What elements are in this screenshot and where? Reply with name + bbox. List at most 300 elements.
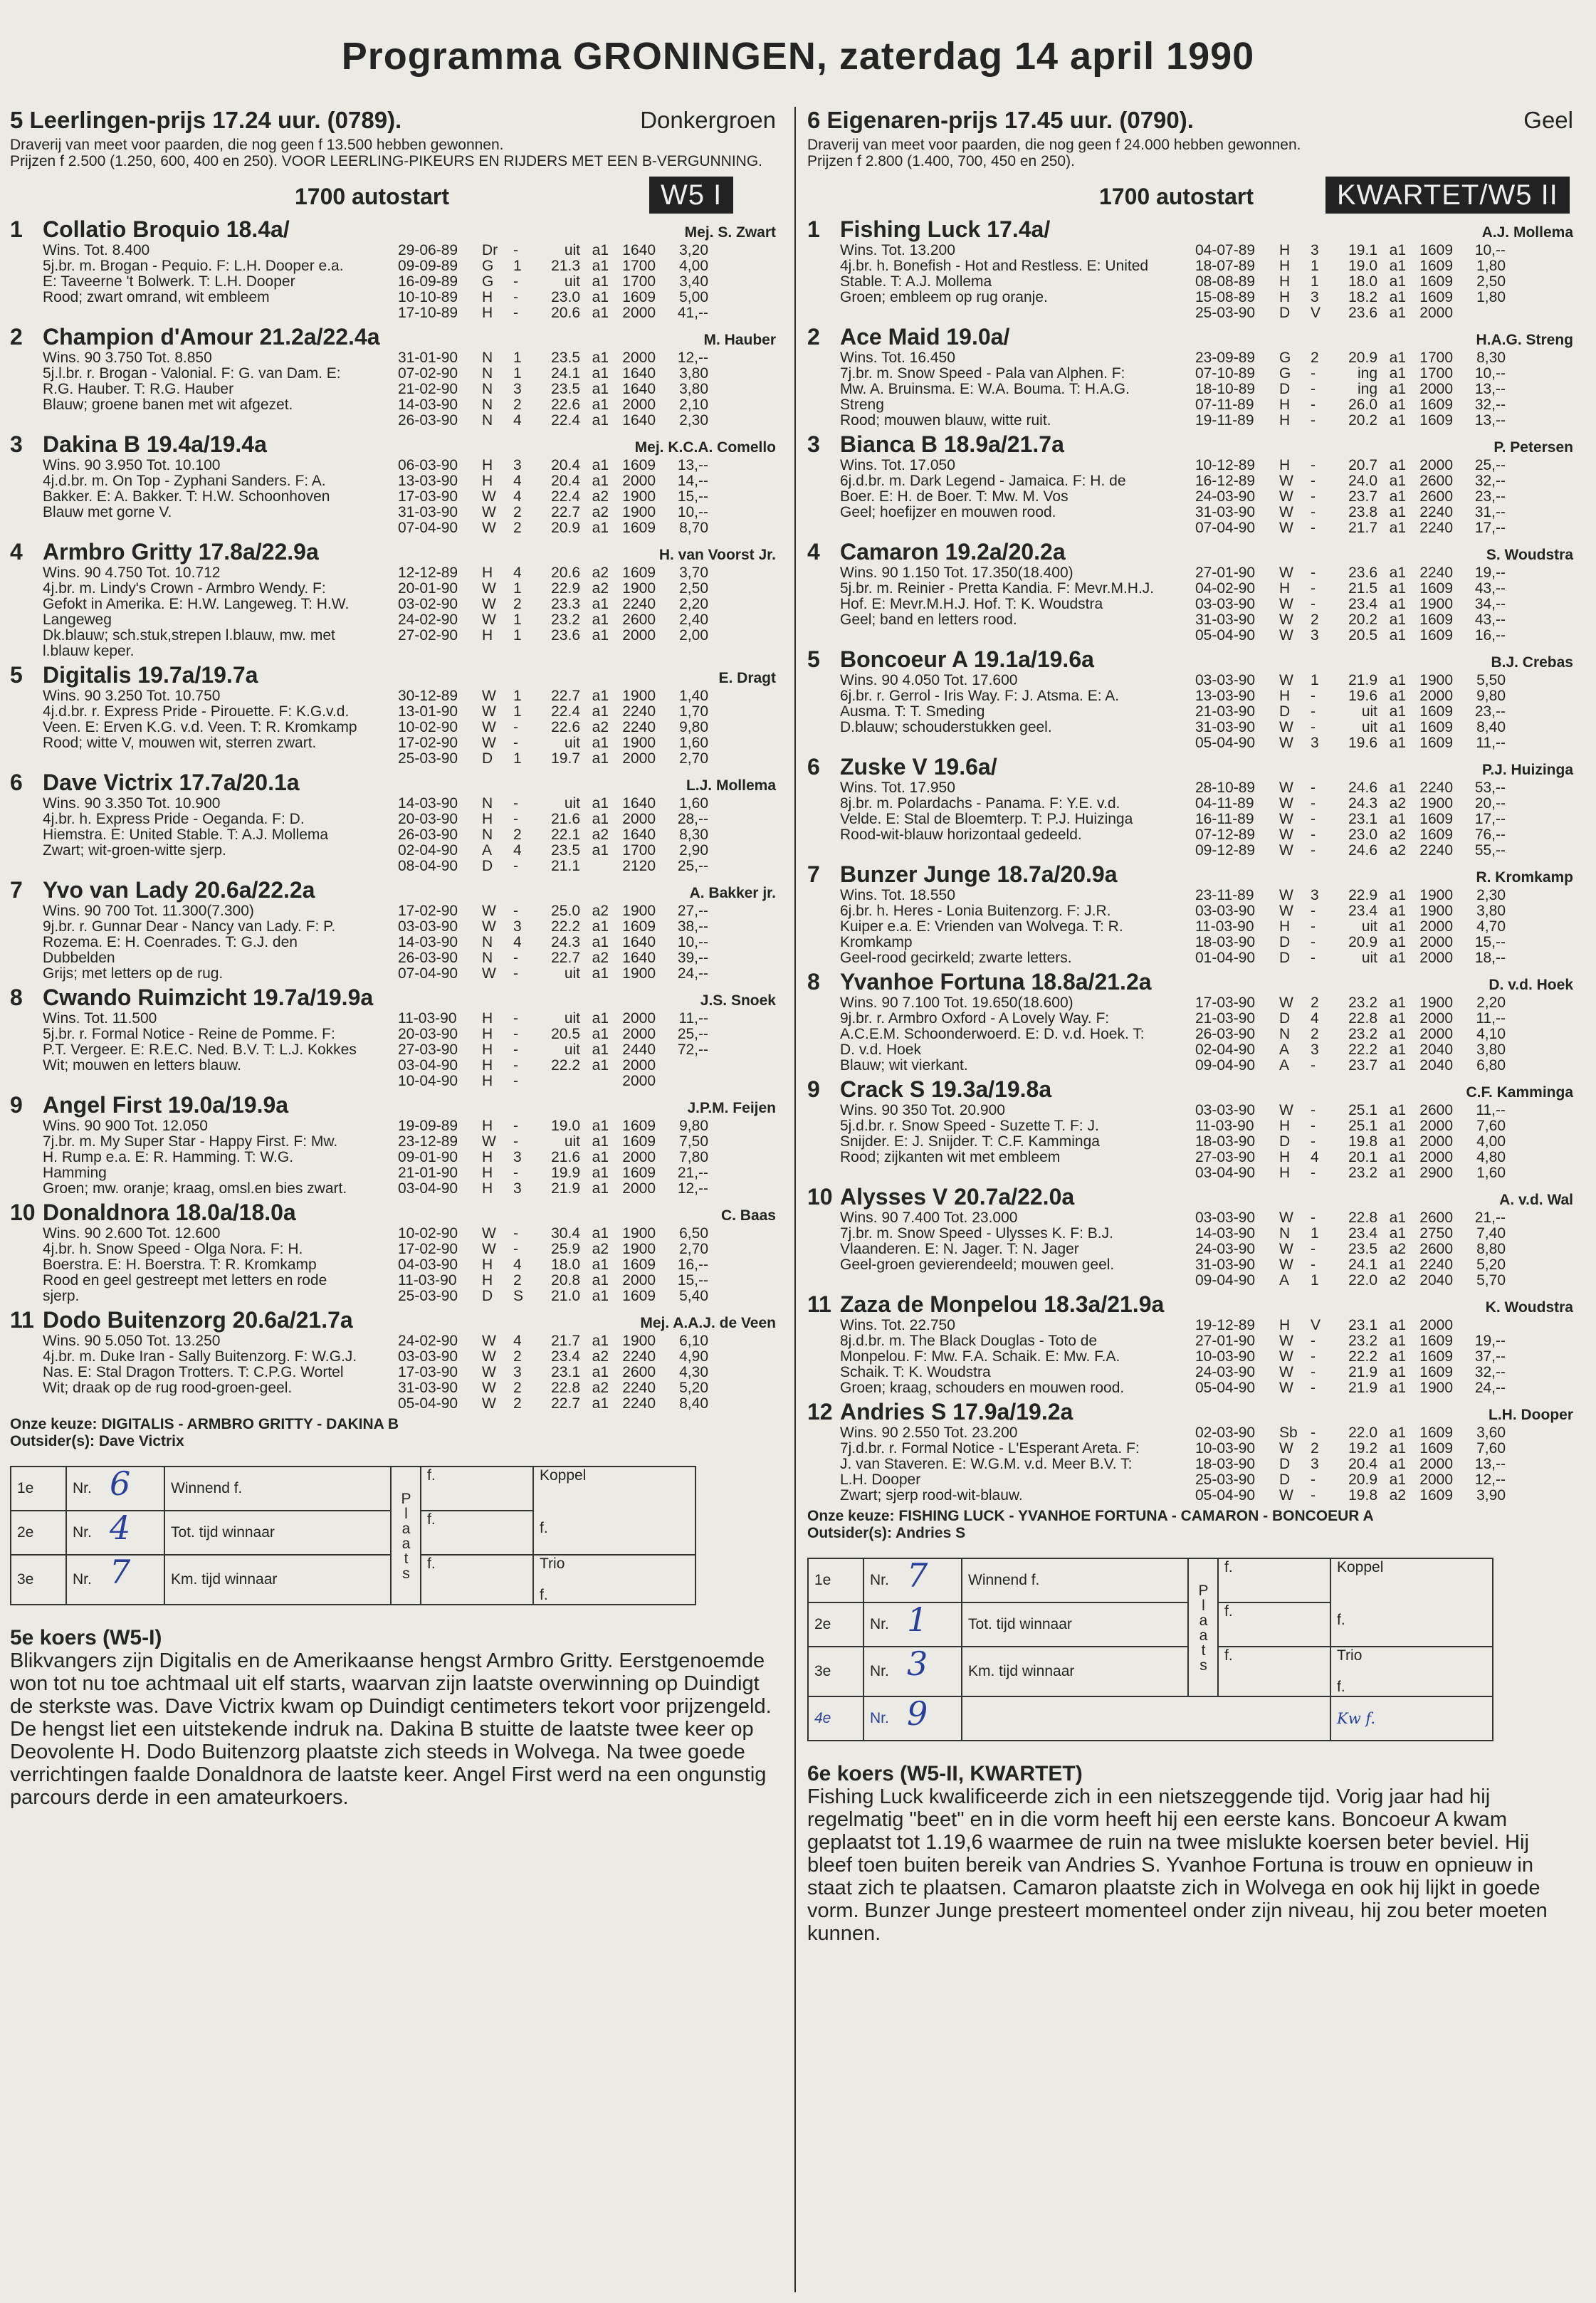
result-cell: 2600 [622, 1364, 656, 1380]
horse-name: Donaldnora 18.0a/18.0a [43, 1200, 296, 1225]
result-cell: 3 [513, 1364, 522, 1380]
result-cell: 24-02-90 [398, 1333, 458, 1349]
result-cell: a1 [592, 1257, 609, 1273]
result-cell: 3,70 [679, 565, 708, 581]
result-cell: 23.6 [551, 627, 580, 644]
result-cell: a1 [1389, 1333, 1406, 1349]
result-cell: 24.0 [1348, 473, 1377, 489]
result-cell: 05-04-90 [1195, 1487, 1256, 1504]
result-row [1195, 903, 1506, 919]
form-number-field[interactable] [863, 1602, 962, 1647]
result-cell: 9,80 [679, 1118, 708, 1134]
horse-results [1195, 780, 1506, 859]
horse-header [10, 770, 776, 796]
result-cell: W [482, 1241, 496, 1257]
result-cell: 2120 [622, 858, 656, 874]
result-row [1195, 704, 1506, 720]
result-cell: 07-12-89 [1195, 827, 1256, 843]
result-cell: H [482, 1026, 493, 1042]
result-cell: 21.9 [1348, 1380, 1377, 1396]
result-row [1195, 628, 1506, 644]
result-row [398, 597, 708, 612]
horse-description: Wins. 90 4.050 Tot. 17.600 6j.br. r. Gerrol - Iris Way. F: J. Atsma. E: A. Ausma. T: T. Smeding D.blauw; schouderstukken geel. [840, 672, 1120, 735]
horse-name-line [807, 324, 1009, 350]
result-row [1195, 1226, 1506, 1242]
result-cell: 3 [1311, 1042, 1319, 1058]
result-cell: 03-03-90 [1195, 596, 1256, 612]
result-cell: 2 [513, 827, 522, 843]
result-cell: a1 [1389, 903, 1406, 919]
result-cell: 03-03-90 [1195, 672, 1256, 688]
horse-entry [10, 431, 776, 536]
horse-name: Camaron 19.2a/20.2a [840, 539, 1066, 565]
result-row [1195, 1457, 1506, 1472]
result-cell: a2 [592, 580, 609, 597]
result-cell: 4,00 [1476, 1133, 1506, 1150]
result-cell: 1640 [622, 242, 656, 258]
result-row [1195, 1011, 1506, 1027]
race-header [807, 107, 1573, 134]
result-cell: H [1279, 242, 1291, 258]
result-cell: a1 [1389, 305, 1406, 321]
horse-name-line [807, 539, 1066, 565]
result-row [1195, 489, 1506, 505]
result-cell: W [1279, 1380, 1293, 1396]
result-cell: 20-03-90 [398, 1026, 458, 1042]
result-cell: 4,00 [679, 258, 708, 274]
result-cell: 22.6 [551, 719, 580, 735]
result-row [1195, 382, 1506, 397]
result-cell: A [1279, 1272, 1290, 1289]
result-cell: 10-10-89 [398, 289, 458, 305]
result-cell: - [1311, 1057, 1316, 1074]
race-color: Geel [1523, 107, 1573, 133]
horse-number: 4 [10, 539, 23, 565]
result-cell: D [1279, 950, 1291, 966]
result-cell: 19.6 [1348, 688, 1377, 704]
result-cell: - [513, 965, 518, 982]
horse-name-line [807, 1291, 1164, 1318]
result-cell: 24.3 [551, 934, 580, 950]
result-cell: - [513, 903, 518, 919]
result-cell: 6,80 [1476, 1057, 1506, 1074]
form-amount-field[interactable]: f. [1218, 1602, 1330, 1647]
result-row [1195, 458, 1506, 473]
result-row [398, 565, 708, 581]
horse-description: Wins. 90 1.150 Tot. 17.350(18.400) 5j.br. m. Reinier - Pretta Kandia. F: Mevr.M.H.J. Hof. E: Mevr.M.H.J. Hof. T: K. Woudstra Geel; band en letters rood. [840, 565, 1155, 628]
result-cell: 5,50 [1476, 672, 1506, 688]
result-cell: a1 [592, 688, 609, 704]
result-cell [1453, 305, 1506, 321]
result-cell: a1 [592, 350, 609, 366]
result-cell: 2,10 [679, 397, 708, 413]
result-cell: 2000 [622, 1010, 656, 1027]
our-choice [10, 1416, 776, 1450]
result-cell: G [482, 258, 494, 274]
result-cell: 22.0 [1348, 1272, 1377, 1289]
result-cell: 03-03-90 [1195, 1102, 1256, 1118]
result-cell: 21,-- [1474, 1210, 1506, 1226]
result-cell: 25-03-90 [1195, 305, 1256, 321]
result-cell: - [1311, 719, 1316, 735]
result-cell: 6,10 [679, 1333, 708, 1349]
result-cell: 18-07-89 [1195, 258, 1256, 274]
result-cell: 14-03-90 [398, 934, 458, 950]
form-nr-label: Nr. [73, 1524, 92, 1541]
result-row [1195, 1380, 1506, 1396]
result-row [398, 735, 708, 751]
result-cell: a1 [1389, 934, 1406, 950]
result-cell: 1900 [1419, 795, 1453, 812]
result-cell: - [1311, 811, 1316, 827]
result-cell: 23.1 [551, 1364, 580, 1380]
result-cell: 1 [513, 750, 522, 767]
result-cell: 21.0 [551, 1288, 580, 1304]
form-combo-field[interactable] [1330, 1558, 1493, 1647]
result-cell: W [1279, 1257, 1293, 1273]
result-cell: - [1311, 1425, 1316, 1441]
result-cell: a1 [1389, 688, 1406, 704]
result-cell: 2440 [622, 1042, 656, 1058]
result-cell: 15,-- [677, 1272, 708, 1289]
result-cell: 19.1 [1348, 242, 1377, 258]
result-cell: 09-04-90 [1195, 1057, 1256, 1074]
result-cell: 1609 [622, 565, 656, 581]
horse-body [10, 350, 776, 429]
result-cell: - [513, 1026, 518, 1042]
result-cell: W [482, 1225, 496, 1242]
result-cell: 7,80 [679, 1149, 708, 1165]
result-cell: a1 [592, 1288, 609, 1304]
result-cell: N [1279, 1026, 1291, 1042]
result-cell: 2240 [622, 1395, 656, 1412]
result-cell: a2 [1389, 1241, 1406, 1257]
result-row [398, 751, 708, 767]
result-cell: a2 [592, 504, 609, 520]
result-cell: H [1279, 412, 1291, 429]
result-cell: - [1311, 1241, 1316, 1257]
handwritten-number: 7 [907, 1556, 928, 1595]
result-cell: 03-04-90 [398, 1180, 458, 1197]
result-cell: 18-03-90 [1195, 934, 1256, 950]
horse-driver: C. Baas [720, 1207, 776, 1224]
result-cell: a1 [1389, 612, 1406, 628]
horse-name: Bianca B 18.9a/21.7a [840, 431, 1064, 457]
horse-name-line [807, 969, 1152, 995]
result-cell: 09-12-89 [1195, 842, 1256, 859]
result-cell: H [1279, 918, 1291, 935]
result-cell: W [1279, 1348, 1293, 1365]
result-cell: 1,60 [679, 735, 708, 751]
form-amount-field[interactable]: f. [421, 1511, 533, 1555]
form-number-field-extra[interactable] [863, 1696, 962, 1741]
horse-body [10, 688, 776, 767]
result-cell: 10,-- [1474, 365, 1506, 382]
result-cell: H [482, 305, 493, 321]
horse-number: 5 [10, 662, 23, 688]
result-cell: W [1279, 520, 1293, 536]
horse-body [807, 1103, 1573, 1181]
horse-header [807, 646, 1573, 673]
horse-entry [807, 1399, 1573, 1504]
result-cell: 17,-- [1474, 520, 1506, 536]
result-cell: a1 [1389, 1118, 1406, 1134]
handwritten-number: 4 [110, 1509, 131, 1547]
horse-entry [807, 969, 1573, 1074]
result-cell: 1900 [622, 488, 656, 505]
horse-name-line [10, 539, 319, 565]
form-number-field[interactable] [863, 1644, 962, 1696]
result-cell: 1900 [622, 965, 656, 982]
result-cell: - [513, 1010, 518, 1027]
result-cell: 3 [1311, 242, 1319, 258]
result-cell: a2 [592, 1241, 609, 1257]
horse-driver: M. Hauber [703, 332, 776, 348]
result-cell: 1 [1311, 258, 1319, 274]
result-row [1195, 581, 1506, 597]
result-cell: 2000 [622, 350, 656, 366]
result-cell: 2,70 [679, 750, 708, 767]
result-cell: 16,-- [1474, 627, 1506, 644]
form-amount-field[interactable]: f. [421, 1467, 533, 1511]
result-cell: 18-10-89 [1195, 381, 1256, 397]
result-cell: - [1311, 688, 1316, 704]
result-cell: 11,-- [1476, 1102, 1506, 1118]
result-cell: 2 [513, 1395, 522, 1412]
result-cell: a2 [1389, 1272, 1406, 1289]
horse-results [1195, 673, 1506, 751]
result-cell: 1,60 [1476, 1165, 1506, 1181]
result-row [1195, 1118, 1506, 1134]
form-amount-field[interactable]: f. [1218, 1647, 1330, 1696]
result-cell: 3 [1311, 627, 1319, 644]
horse-driver: S. Woudstra [1486, 547, 1573, 563]
form-amount-field[interactable]: f. [421, 1555, 533, 1605]
result-cell: 30.4 [551, 1225, 580, 1242]
form-number-field[interactable] [863, 1558, 962, 1602]
result-cell: W [482, 612, 496, 628]
result-cell: N [482, 934, 493, 950]
result-cell: - [1311, 1210, 1316, 1226]
result-cell: a1 [1389, 365, 1406, 382]
result-cell: a1 [592, 596, 609, 612]
result-cell: 3 [1311, 887, 1319, 903]
result-row [1195, 888, 1506, 903]
result-cell: H [482, 1180, 493, 1197]
result-cell: 4 [513, 473, 522, 489]
result-row [398, 859, 708, 874]
result-cell: a1 [1389, 1042, 1406, 1058]
horse-header [807, 969, 1573, 995]
result-cell: 18.2 [1348, 289, 1377, 305]
horse-description: Wins. 90 7.100 Tot. 19.650(18.600) 9j.br. r. Armbro Oxford - A Lovely Way. F: A.C.E.M. Schoonderwoerd. E: D. v.d. Hoek. T: D. v.d. Hoek Blauw; wit vierkant. [840, 995, 1145, 1074]
form-number-field[interactable] [66, 1511, 164, 1555]
result-cell: 1700 [622, 258, 656, 274]
horse-driver: Mej. K.C.A. Comello [634, 439, 776, 456]
result-cell: Dr [482, 242, 498, 258]
result-cell: 11,-- [1476, 735, 1506, 751]
result-cell: W [1279, 827, 1293, 843]
horse-number: 7 [10, 877, 23, 903]
result-row [398, 1273, 708, 1289]
result-cell: 12,-- [1474, 1471, 1506, 1488]
result-cell: a2 [1389, 827, 1406, 843]
result-cell: a1 [592, 305, 609, 321]
result-cell: 24,-- [1474, 1380, 1506, 1396]
result-cell: D [482, 1288, 493, 1304]
horse-name-line [10, 1092, 288, 1118]
result-cell: a1 [592, 473, 609, 489]
form-combo-field[interactable] [1330, 1647, 1493, 1696]
result-cell: W [1279, 811, 1293, 827]
result-cell: 1609 [1419, 627, 1453, 644]
result-row [1195, 796, 1506, 812]
result-cell: N [482, 350, 493, 366]
result-cell: 14,-- [677, 473, 708, 489]
form-place: 3e [808, 1647, 863, 1696]
result-cell: 1700 [622, 842, 656, 859]
result-cell: W [482, 504, 496, 520]
result-cell: 1900 [622, 688, 656, 704]
result-cell: W [482, 1380, 496, 1396]
result-cell: A [1279, 1057, 1290, 1074]
result-cell: 22.9 [1348, 887, 1377, 903]
result-cell: 13,-- [1474, 412, 1506, 429]
result-cell: a1 [1389, 504, 1406, 520]
result-cell: 2000 [622, 305, 656, 321]
horse-body [10, 1333, 776, 1412]
result-cell: a1 [592, 1180, 609, 1197]
horse-description: Wins. 90 2.600 Tot. 12.600 4j.br. h. Snow Speed - Olga Nora. F: H. Boerstra. E: H. Boerstra. T: R. Kromkamp Rood en geel gestreept met letters en rode sjerp. [43, 1225, 327, 1304]
result-cell: 09-04-90 [1195, 1272, 1256, 1289]
result-cell: 2 [513, 1348, 522, 1365]
result-cell: 03-02-90 [398, 596, 458, 612]
result-cell: 29-06-89 [398, 242, 458, 258]
result-cell: a1 [1389, 811, 1406, 827]
result-cell: - [513, 795, 518, 812]
result-cell: - [1311, 565, 1316, 581]
result-row [1195, 1058, 1506, 1074]
result-cell: 10-04-90 [398, 1073, 458, 1089]
horse-entry [807, 431, 1573, 536]
horse-header [807, 861, 1573, 888]
horse-body [807, 673, 1573, 751]
result-cell: a1 [1389, 397, 1406, 413]
result-cell: Sb [1279, 1425, 1298, 1441]
result-cell: 03-03-90 [1195, 903, 1256, 919]
horse-results [1195, 888, 1506, 966]
result-row [398, 581, 708, 597]
form-amount-field[interactable]: f. [1218, 1558, 1330, 1602]
column-divider [794, 107, 796, 2292]
result-cell: 1900 [622, 735, 656, 751]
form-combo-field[interactable] [533, 1467, 695, 1555]
result-cell: ing [1357, 365, 1377, 382]
result-cell: 19.0 [1348, 258, 1377, 274]
horse-name-line [807, 216, 1050, 243]
horse-results [398, 350, 708, 429]
result-cell: - [1311, 918, 1316, 935]
result-cell: 3,80 [1476, 903, 1506, 919]
result-cell: 23.2 [1348, 1333, 1377, 1349]
result-row [398, 520, 708, 536]
result-cell: 23.5 [551, 842, 580, 859]
result-cell: a1 [1389, 1026, 1406, 1042]
horse-header [807, 1291, 1573, 1318]
result-cell: 2000 [622, 473, 656, 489]
result-cell: W [1279, 627, 1293, 644]
form-number-field[interactable] [66, 1464, 164, 1511]
result-cell: a1 [592, 627, 609, 644]
result-cell: 1609 [1419, 397, 1453, 413]
result-cell: 27-03-90 [398, 1042, 458, 1058]
result-cell: 21.6 [551, 811, 580, 827]
result-cell: 53,-- [1474, 780, 1506, 796]
result-cell: 23.2 [551, 612, 580, 628]
form-number-field[interactable] [66, 1555, 164, 1605]
result-cell: 21,-- [677, 1165, 708, 1181]
result-cell: H [482, 289, 493, 305]
result-cell: H [1279, 1317, 1291, 1333]
result-cell: 21.7 [1348, 520, 1377, 536]
result-cell: 26.0 [1348, 397, 1377, 413]
trio-label: Trio [540, 1556, 565, 1572]
result-cell: a1 [592, 1364, 609, 1380]
result-cell: 17-02-90 [398, 735, 458, 751]
result-cell: uit [1361, 918, 1377, 935]
result-row [398, 1011, 708, 1027]
result-cell: 2000 [622, 1073, 656, 1089]
handwritten-number: 6 [110, 1464, 131, 1503]
result-cell: 1609 [1419, 811, 1453, 827]
horse-name-line [10, 985, 373, 1011]
result-cell: a1 [1389, 780, 1406, 796]
result-cell: 4,90 [679, 1348, 708, 1365]
result-cell: 06-03-90 [398, 457, 458, 473]
result-cell: 1609 [622, 918, 656, 935]
betting-form [10, 1466, 696, 1605]
result-cell: 20.2 [1348, 612, 1377, 628]
result-cell: H [1279, 580, 1291, 597]
result-cell: 20,-- [1474, 795, 1506, 812]
result-row [398, 1058, 708, 1074]
result-cell: 32,-- [1474, 1364, 1506, 1380]
result-cell: N [482, 397, 493, 413]
form-combo-field[interactable] [533, 1555, 695, 1605]
result-cell: 1609 [622, 457, 656, 473]
result-cell: 13-03-90 [398, 473, 458, 489]
result-cell: 02-04-90 [398, 842, 458, 859]
horse-name-line [10, 431, 267, 458]
result-row [398, 950, 708, 966]
result-cell: 2000 [622, 397, 656, 413]
result-cell: 19.0 [551, 1118, 580, 1134]
result-cell: a2 [1389, 1487, 1406, 1504]
horse-entry [10, 539, 776, 659]
result-cell: - [513, 719, 518, 735]
horse-description: Wins. 90 700 Tot. 11.300(7.300) 9j.br. r. Gunnar Dear - Nancy van Lady. F: P. Rozema. E: H. Coenrades. T: G.J. den Dubbelden Grijs; met letters op de rug. [43, 903, 336, 982]
horse-header [10, 324, 776, 350]
result-cell: 1900 [1419, 903, 1453, 919]
result-row [398, 243, 708, 258]
result-row [1195, 258, 1506, 274]
result-cell: 13-03-90 [1195, 688, 1256, 704]
result-cell: 2 [513, 520, 522, 536]
result-cell: - [513, 1073, 518, 1089]
result-cell: A [482, 842, 493, 859]
result-cell: 31-03-90 [1195, 1257, 1256, 1273]
result-cell: 07-02-90 [398, 365, 458, 382]
